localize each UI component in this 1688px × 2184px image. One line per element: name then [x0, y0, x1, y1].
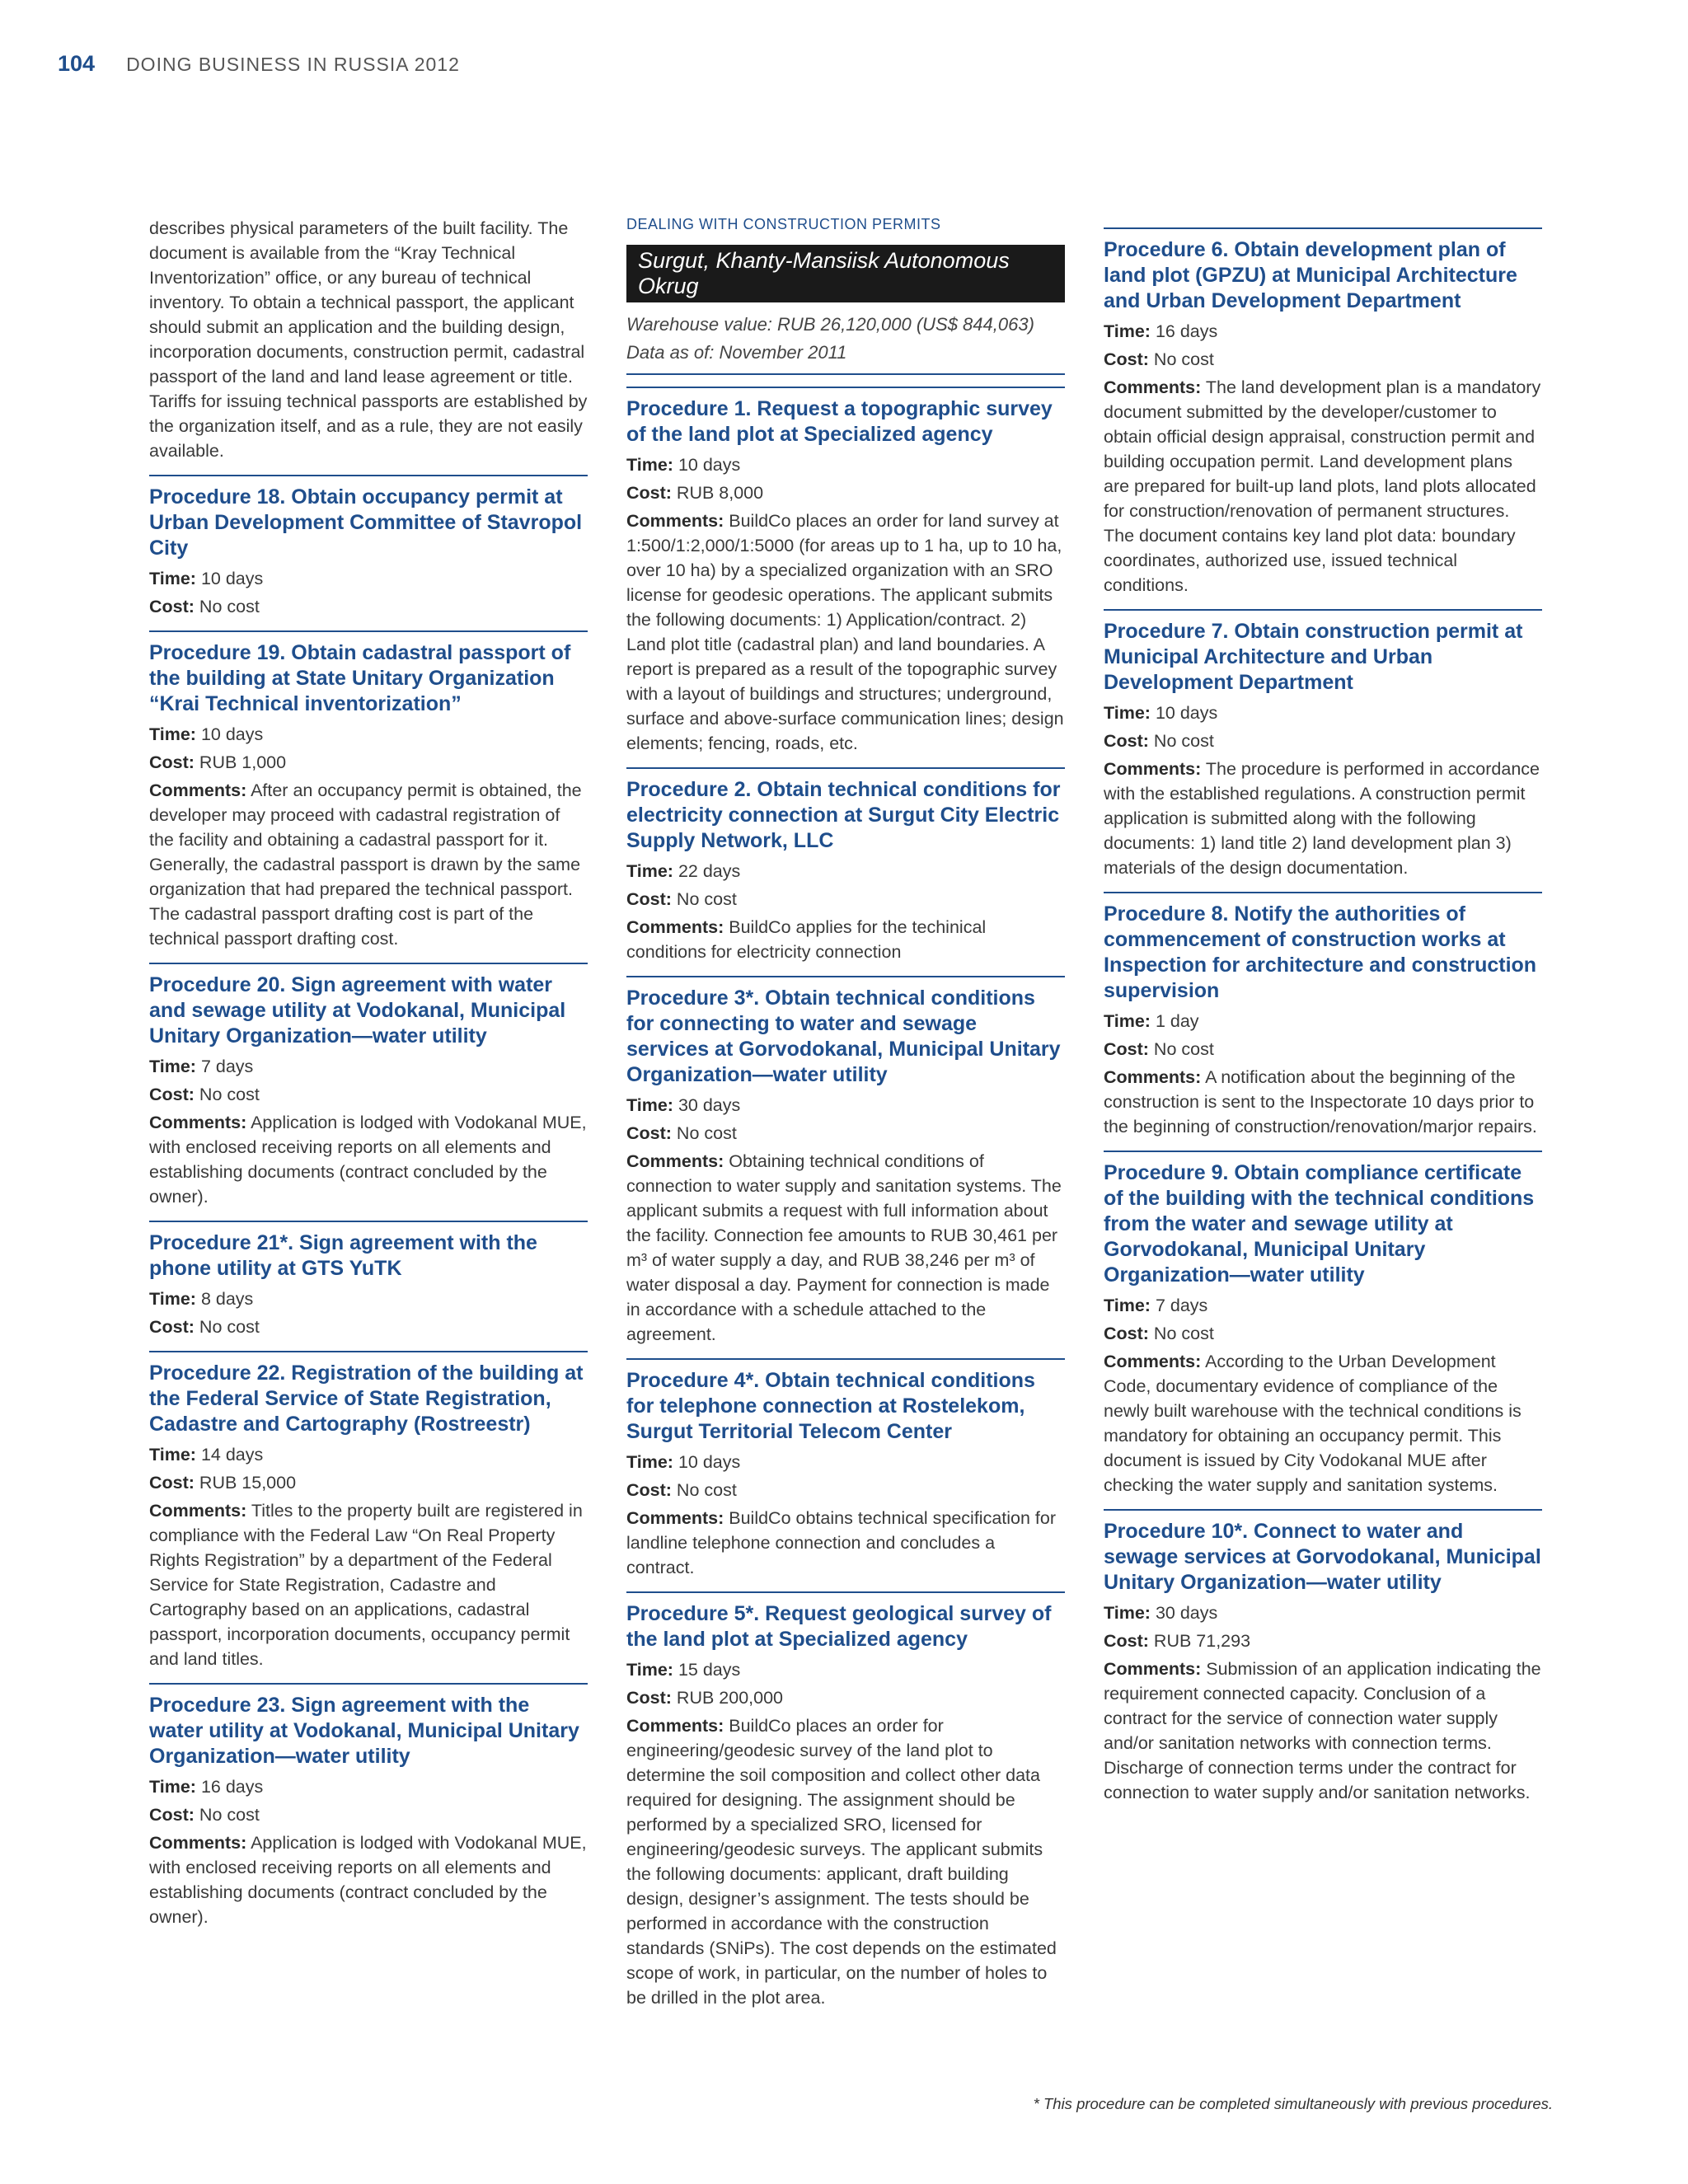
procedure-list	[149, 475, 588, 1929]
cost-label: Cost:	[1104, 1039, 1149, 1059]
procedure-cost	[1104, 1629, 1542, 1653]
cost-value: RUB 8,000	[676, 483, 764, 503]
comments-label: Comments:	[626, 1716, 724, 1736]
time-value: 10 days	[1155, 703, 1218, 723]
procedure-block	[149, 1221, 588, 1339]
time-value: 15 days	[678, 1660, 741, 1680]
comments-value: BuildCo applies for the techinical conditions for electricity connection	[626, 917, 987, 962]
time-label: Time:	[626, 1095, 673, 1115]
procedure-comments	[149, 1110, 588, 1209]
data-as-of: Data as of: November 2011	[626, 342, 847, 363]
comments-label: Comments:	[149, 1501, 247, 1521]
time-value: 30 days	[1155, 1603, 1218, 1623]
time-value: 7 days	[1155, 1296, 1208, 1315]
procedure-comments	[626, 915, 1065, 964]
procedure-cost	[626, 480, 1065, 505]
time-value: 14 days	[200, 1445, 264, 1465]
comments-value: Application is lodged with Vodokanal MUE, with enclosed receiving reports on all elements and establishing documents (contract concluded by the owner).	[149, 1833, 587, 1927]
procedure-title: Procedure 22. Registration of the building at the Federal Service of State Registration, Cadastre and Cartography (Rostreestr)	[149, 1361, 584, 1436]
procedure-time	[149, 1774, 588, 1799]
procedure-title: Procedure 18. Obtain occupancy permit at Urban Development Committee of Stavropol City	[149, 485, 583, 560]
comments-label: Comments:	[149, 780, 247, 800]
cost-value: No cost	[676, 1123, 737, 1143]
comments-value: BuildCo places an order for land survey at 1:500/1:2,000/1:5000 (for areas up to 1 ha, up to 10 ha, over 10 ha) by a specialized organization with an SRO license for geodesic operations. The applicant submits the following documents: 1) Application/contract. 2) Land plot title (cadastral plan) and land boundaries. A report is prepared as a result of the topographic survey with a layout of buildings and structures; underground, surface and above-surface communication lines; design elements; fencing, roads, etc.	[626, 511, 1064, 753]
cost-label: Cost:	[149, 1473, 195, 1493]
intro-paragraph: describes physical parameters of the built facility. The document is available from the “Kray Technical Inventorization” office, or any bureau of technical inventory. To obtain a technical passport, the applicant should submit an application and the building design, incorporation documents, construction permit, cadastral passport of the land and land lease agreement or title. Tariffs for issuing technical passports are established by the organization itself, and as a rule, they are not easily available.	[149, 218, 588, 461]
cost-value: RUB 71,293	[1153, 1631, 1251, 1651]
procedure-cost	[149, 1802, 588, 1827]
procedure-block	[1104, 1151, 1542, 1497]
comments-value: According to the Urban Development Code, documentary evidence of compliance of the newly built warehouse with the technical conditions is mandatory for obtaining an occupancy permit. This document is issued by City Vodokanal MUE after checking the water supply and sanitation systems.	[1104, 1352, 1522, 1495]
cost-value: No cost	[199, 1317, 260, 1337]
time-label: Time:	[149, 1777, 196, 1797]
procedure-cost	[149, 1470, 588, 1495]
procedure-title: Procedure 20. Sign agreement with water and sewage utility at Vodokanal, Municipal Unitary Organization—water utility	[149, 973, 566, 1047]
comments-value: The procedure is performed in accordance with the established regulations. A construction permit application is submitted along with the following documents: 1) land title 2) land development plan 3) materials of the design documentation.	[1104, 759, 1540, 878]
time-value: 10 days	[200, 569, 264, 588]
cost-label: Cost:	[626, 1123, 672, 1143]
procedure-cost	[149, 1315, 588, 1339]
time-value: 10 days	[678, 455, 741, 475]
procedure-comments	[149, 778, 588, 951]
comments-label: Comments:	[1104, 759, 1202, 779]
comments-value: Titles to the property built are registered in compliance with the Federal Law “On Real Property Rights Registration” by a department of the Federal Service for State Registration, Cadastre and Cartography based on an applications, cadastral passport, incorporation documents, occupancy permit and land titles.	[149, 1501, 583, 1669]
procedure-time	[1104, 1601, 1542, 1625]
time-label: Time:	[149, 724, 196, 744]
cost-value: No cost	[1153, 731, 1214, 751]
procedure-cost	[626, 887, 1065, 912]
comments-label: Comments:	[149, 1833, 247, 1853]
procedure-block	[149, 1351, 588, 1671]
procedure-cost	[626, 1121, 1065, 1146]
comments-label: Comments:	[1104, 1067, 1202, 1087]
procedure-cost	[626, 1478, 1065, 1502]
time-label: Time:	[626, 1660, 673, 1680]
time-label: Time:	[1104, 1011, 1151, 1031]
procedure-block	[149, 963, 588, 1209]
procedure-title: Procedure 4*. Obtain technical conditions for telephone connection at Rostelekom, Surgut Territorial Telecom Center	[626, 1369, 1035, 1443]
time-label: Time:	[1104, 1603, 1151, 1623]
cost-value: No cost	[676, 1480, 737, 1500]
procedure-block	[1104, 1509, 1542, 1805]
procedure-title: Procedure 3*. Obtain technical conditions for connecting to water and sewage services at Gorvodokanal, Municipal Unitary Organization—water utility	[626, 987, 1061, 1086]
comments-label: Comments:	[1104, 377, 1202, 397]
procedure-time	[1104, 319, 1542, 344]
procedure-title: Procedure 2. Obtain technical conditions for electricity connection at Surgut City Electric Supply Network, LLC	[626, 778, 1061, 852]
comments-label: Comments:	[626, 1508, 724, 1528]
procedure-time	[1104, 701, 1542, 725]
time-label: Time:	[626, 455, 673, 475]
time-value: 10 days	[200, 724, 264, 744]
cost-label: Cost:	[626, 1480, 672, 1500]
procedure-block	[626, 387, 1065, 756]
procedure-time	[1104, 1009, 1542, 1033]
time-value: 8 days	[200, 1289, 254, 1309]
procedure-time	[626, 452, 1065, 477]
procedure-cost	[626, 1685, 1065, 1710]
procedure-time	[626, 859, 1065, 883]
cost-value: No cost	[1153, 1324, 1214, 1343]
page-number: 104	[58, 51, 96, 76]
time-label: Time:	[149, 1289, 196, 1309]
procedure-title: Procedure 21*. Sign agreement with the phone utility at GTS YuTK	[149, 1231, 537, 1280]
comments-label: Comments:	[1104, 1352, 1202, 1371]
time-value: 1 day	[1155, 1011, 1199, 1031]
procedure-comments	[1104, 1065, 1542, 1139]
procedure-block	[626, 1591, 1065, 2010]
procedure-title: Procedure 6. Obtain development plan of land plot (GPZU) at Municipal Architecture and Urban Development Department	[1104, 238, 1517, 312]
cost-value: RUB 1,000	[199, 752, 287, 772]
cost-label: Cost:	[626, 1688, 672, 1708]
running-title: DOING BUSINESS IN RUSSIA 2012	[126, 54, 460, 75]
cost-value: No cost	[199, 1805, 260, 1825]
comments-value: Application is lodged with Vodokanal MUE, with enclosed receiving reports on all elements and establishing documents (contract concluded by the owner).	[149, 1113, 587, 1207]
procedure-cost	[1104, 729, 1542, 753]
procedure-title: Procedure 9. Obtain compliance certificate of the building with the technical conditions from the water and sewage utility at Gorvodokanal, Municipal Unitary Organization—water utility	[1104, 1161, 1535, 1286]
column-left	[149, 216, 588, 1929]
column-right	[1104, 216, 1542, 1805]
comments-value: A notification about the beginning of the construction is sent to the Inspectorate 10 days prior to the beginning of construction/renovation/marjor repairs.	[1104, 1067, 1537, 1137]
cost-value: No cost	[199, 1085, 260, 1104]
city-banner: Surgut, Khanty-Mansiisk Autonomous Okrug	[626, 245, 1065, 302]
procedure-title: Procedure 5*. Request geological survey of the land plot at Specialized agency	[626, 1602, 1052, 1651]
procedure-comments	[149, 1498, 588, 1671]
procedure-time	[149, 1054, 588, 1079]
procedure-comments	[1104, 1349, 1542, 1497]
comments-value: Submission of an application indicating the requirement connected capacity. Conclusion of a contract for the service of connection water supply and/or sanitation networks with connection terms. Discharge of connection terms under the contract for connection to water supply and/or sanitation networks.	[1104, 1659, 1541, 1802]
comments-value: BuildCo places an order for engineering/geodesic survey of the land plot to determine the soil composition and collect other data required for designing. The assignment should be performed by a specialized SRO, licensed for engineering/geodesic surveys. The applicant submits the following documents: applicant, draft building design, designer’s assignment. The tests should be performed in accordance with the construction standards (SNiPs). The cost depends on the estimated scope of work, in particular, on the number of holes to be drilled in the plot area.	[626, 1716, 1057, 2008]
procedure-title: Procedure 19. Obtain cadastral passport of the building at State Unitary Organization “Krai Technical inventorization”	[149, 641, 571, 715]
cost-label: Cost:	[1104, 1324, 1149, 1343]
procedure-block	[626, 976, 1065, 1347]
warehouse-value: Warehouse value: RUB 26,120,000 (US$ 844,063)	[626, 314, 1034, 335]
procedure-comments	[626, 1149, 1065, 1347]
procedure-block	[1104, 609, 1542, 880]
time-value: 16 days	[1155, 321, 1218, 341]
time-value: 16 days	[200, 1777, 264, 1797]
cost-value: No cost	[1153, 1039, 1214, 1059]
procedure-cost	[1104, 347, 1542, 372]
cost-label: Cost:	[149, 1085, 195, 1104]
procedure-time	[626, 1657, 1065, 1682]
time-label: Time:	[1104, 703, 1151, 723]
comments-label: Comments:	[149, 1113, 247, 1132]
time-label: Time:	[149, 1057, 196, 1076]
cost-label: Cost:	[1104, 1631, 1149, 1651]
city-meta	[626, 245, 1065, 375]
procedure-comments	[1104, 1657, 1542, 1805]
procedure-comments	[1104, 757, 1542, 880]
procedure-list	[1104, 227, 1542, 1805]
time-value: 7 days	[200, 1057, 254, 1076]
cost-value: RUB 15,000	[199, 1473, 297, 1493]
time-value: 30 days	[678, 1095, 741, 1115]
comments-value: Obtaining technical conditions of connection to water supply and sanitation systems. The applicant submits a request with full information about the facility. Connection fee amounts to RUB 30,461 per m³ of water supply a day, and RUB 38,246 per m³ of water disposal a day. Payment for connection is made in accordance with a schedule attached to the agreement.	[626, 1151, 1062, 1344]
procedure-comments	[1104, 375, 1542, 598]
comments-value: After an occupancy permit is obtained, the developer may proceed with cadastral registration of the facility and obtaining a cadastral passport for it. Generally, the cadastral passport is drawn by the same organization that had prepared the technical passport. The cadastral passport drafting cost is part of the technical passport drafting cost.	[149, 780, 582, 949]
cost-label: Cost:	[149, 597, 195, 616]
procedure-title: Procedure 10*. Connect to water and sewage services at Gorvodokanal, Municipal Unitary Organization—water utility	[1104, 1520, 1541, 1594]
procedure-title: Procedure 23. Sign agreement with the water utility at Vodokanal, Municipal Unitary Organization—water utility	[149, 1694, 579, 1768]
cost-value: No cost	[199, 597, 260, 616]
procedure-block	[149, 630, 588, 951]
procedure-block	[626, 1358, 1065, 1580]
time-label: Time:	[626, 861, 673, 881]
cost-label: Cost:	[626, 889, 672, 909]
time-label: Time:	[149, 1445, 196, 1465]
procedure-block	[1104, 892, 1542, 1139]
procedure-list	[626, 387, 1065, 2010]
cost-value: No cost	[1153, 349, 1214, 369]
procedure-time	[149, 1286, 588, 1311]
comments-value: The land development plan is a mandatory document submitted by the developer/customer to obtain official design appraisal, construction permit and building occupation permit. Land development plans are prepared for built-up land plots, land plots allocated for construction/renovation of permanent structures. The document contains key land plot data: boundary coordinates, authorized use, issued technical conditions.	[1104, 377, 1541, 595]
procedure-block	[149, 475, 588, 619]
footnote: * This procedure can be completed simultaneously with previous procedures.	[1033, 2095, 1553, 2112]
procedure-block	[1104, 227, 1542, 598]
comments-label: Comments:	[626, 917, 724, 937]
procedure-title: Procedure 8. Notify the authorities of commencement of construction works at Inspection for architecture and construction supervision	[1104, 902, 1537, 1002]
comments-label: Comments:	[626, 1151, 724, 1171]
page-header	[58, 51, 460, 84]
column-middle	[626, 216, 1065, 2010]
procedure-time	[626, 1450, 1065, 1474]
cost-value: No cost	[676, 889, 737, 909]
time-label: Time:	[149, 569, 196, 588]
procedure-title: Procedure 1. Request a topographic survey of the land plot at Specialized agency	[626, 397, 1053, 446]
time-label: Time:	[1104, 321, 1151, 341]
section-label: DEALING WITH CONSTRUCTION PERMITS	[626, 216, 941, 232]
procedure-comments	[626, 1506, 1065, 1580]
time-value: 10 days	[678, 1452, 741, 1472]
comments-label: Comments:	[1104, 1659, 1202, 1679]
time-label: Time:	[626, 1452, 673, 1472]
time-value: 22 days	[678, 861, 741, 881]
procedure-block	[149, 1683, 588, 1929]
comments-label: Comments:	[626, 511, 724, 531]
cost-label: Cost:	[1104, 349, 1149, 369]
procedure-cost	[1104, 1321, 1542, 1346]
cost-label: Cost:	[626, 483, 672, 503]
procedure-title: Procedure 7. Obtain construction permit at Municipal Architecture and Urban Development Department	[1104, 620, 1523, 694]
cost-label: Cost:	[149, 1317, 195, 1337]
procedure-comments	[149, 1830, 588, 1929]
procedure-time	[1104, 1293, 1542, 1318]
cost-label: Cost:	[149, 1805, 195, 1825]
procedure-time	[149, 566, 588, 591]
procedure-cost	[149, 1082, 588, 1107]
procedure-cost	[149, 594, 588, 619]
cost-label: Cost:	[1104, 731, 1149, 751]
procedure-cost	[149, 750, 588, 775]
procedure-cost	[1104, 1037, 1542, 1062]
procedure-block	[626, 767, 1065, 964]
cost-label: Cost:	[149, 752, 195, 772]
procedure-comments	[626, 1713, 1065, 2010]
time-label: Time:	[1104, 1296, 1151, 1315]
comments-value: BuildCo obtains technical specification for landline telephone connection and concludes a contract.	[626, 1508, 1057, 1577]
procedure-time	[626, 1093, 1065, 1118]
procedure-comments	[626, 509, 1065, 756]
procedure-time	[149, 722, 588, 747]
cost-value: RUB 200,000	[676, 1688, 784, 1708]
procedure-time	[149, 1442, 588, 1467]
